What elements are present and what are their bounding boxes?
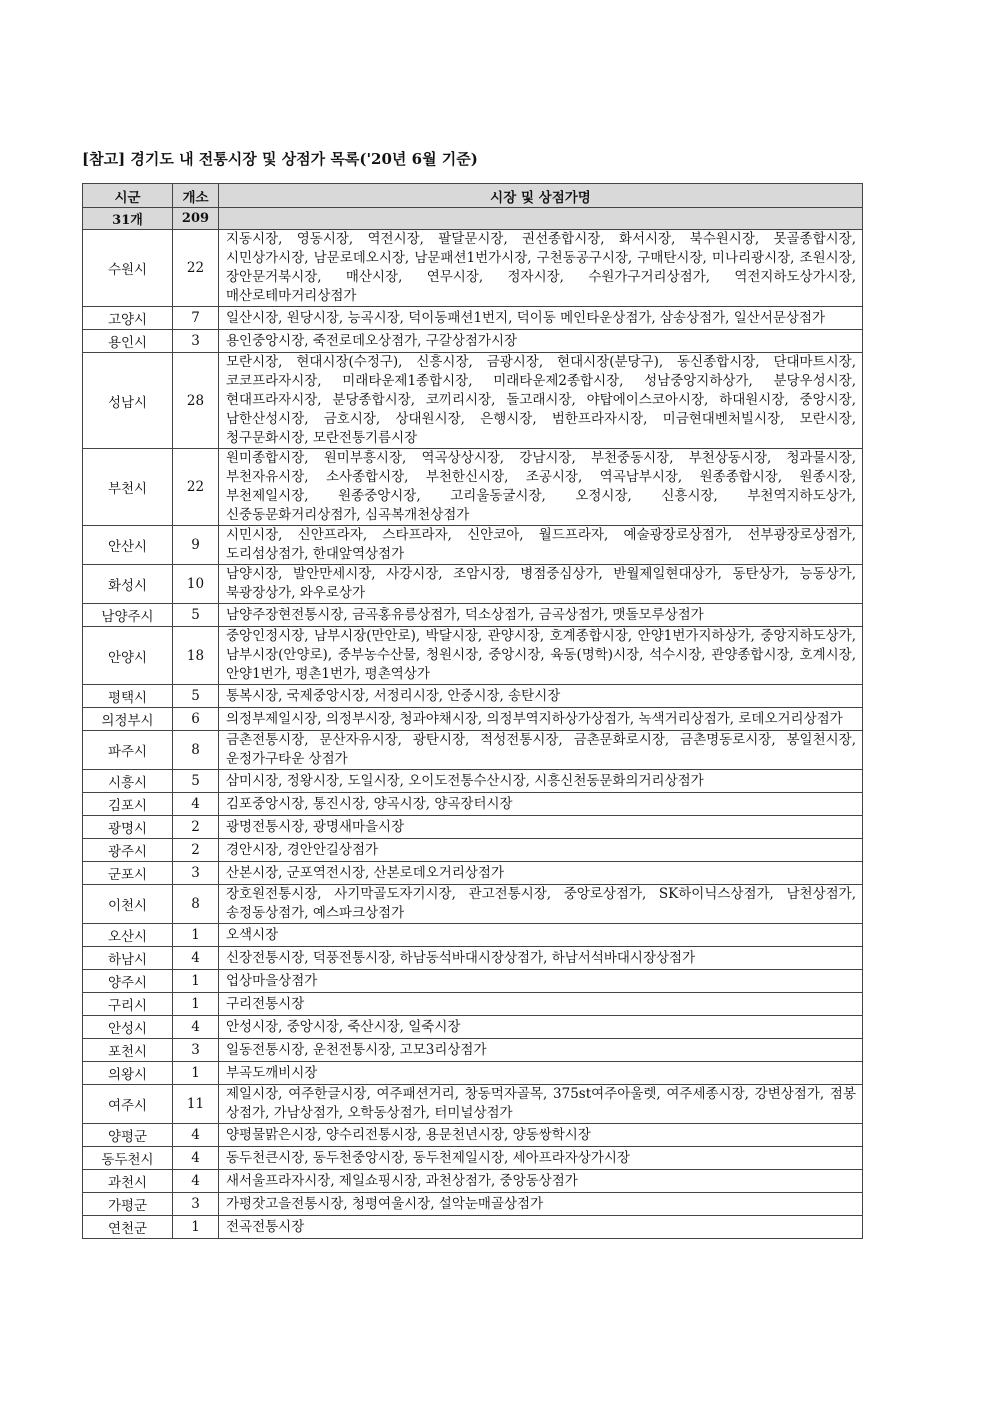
- row-count: 1: [173, 924, 219, 947]
- table-row: [83, 627, 863, 685]
- table-row: [83, 970, 863, 993]
- row-city: 의정부시: [83, 708, 173, 731]
- row-count: 1: [173, 970, 219, 993]
- row-count: 8: [173, 885, 219, 924]
- row-city: 안성시: [83, 1016, 173, 1039]
- row-markets: 신장전통시장, 덕풍전통시장, 하남동석바대시장상점가, 하남서석바대시장상점가: [219, 947, 863, 970]
- row-city: 연천군: [83, 1216, 173, 1239]
- row-city: 평택시: [83, 685, 173, 708]
- row-count: 5: [173, 770, 219, 793]
- row-city: 구리시: [83, 993, 173, 1016]
- row-markets: 통복시장, 국제중앙시장, 서정리시장, 안중시장, 송탄시장: [219, 685, 863, 708]
- row-city: 부천시: [83, 449, 173, 526]
- table-row: [83, 330, 863, 353]
- row-city: 광주시: [83, 839, 173, 862]
- row-count: 22: [173, 449, 219, 526]
- row-city: 남양주시: [83, 604, 173, 627]
- row-city: 군포시: [83, 862, 173, 885]
- row-city: 용인시: [83, 330, 173, 353]
- table-row: [83, 1016, 863, 1039]
- row-markets: 김포중앙시장, 통진시장, 양곡시장, 양곡장터시장: [219, 793, 863, 816]
- row-markets: 양평물맑은시장, 양수리전통시장, 용문천년시장, 양동쌍학시장: [219, 1124, 863, 1147]
- row-count: 8: [173, 731, 219, 770]
- row-count: 2: [173, 839, 219, 862]
- row-markets: 전곡전통시장: [219, 1216, 863, 1239]
- table-row: [83, 947, 863, 970]
- row-city: 파주시: [83, 731, 173, 770]
- row-count: 7: [173, 307, 219, 330]
- row-markets: 안성시장, 중앙시장, 죽산시장, 일죽시장: [219, 1016, 863, 1039]
- row-city: 화성시: [83, 565, 173, 604]
- row-markets: 동두천큰시장, 동두천중앙시장, 동두천제일시장, 세아프라자상가시장: [219, 1147, 863, 1170]
- table-row: [83, 924, 863, 947]
- total-markets: [219, 208, 863, 230]
- table-header-row: [83, 184, 863, 208]
- table-row: [83, 862, 863, 885]
- table-row: [83, 1216, 863, 1239]
- header-city: 시군: [83, 184, 173, 208]
- row-markets: 중앙인정시장, 남부시장(만안로), 박달시장, 관양시장, 호계종합시장, 안양1번가지하상가, 중앙지하도상가, 남부시장(안양로), 중부농수산물, 청원시장, 중앙시장, 육동(명학)시장, 석수시장, 관양종합시장, 호계시장, 안양1번가, 평촌1번가, 평촌역상가: [219, 627, 863, 685]
- row-markets: 광명전통시장, 광명새마을시장: [219, 816, 863, 839]
- table-row: [83, 449, 863, 526]
- table-row: [83, 885, 863, 924]
- row-count: 4: [173, 947, 219, 970]
- row-count: 22: [173, 230, 219, 307]
- row-count: 11: [173, 1085, 219, 1124]
- row-city: 광명시: [83, 816, 173, 839]
- table-row: [83, 793, 863, 816]
- row-city: 의왕시: [83, 1062, 173, 1085]
- row-count: 2: [173, 816, 219, 839]
- row-city: 이천시: [83, 885, 173, 924]
- table-row: [83, 1124, 863, 1147]
- row-markets: 남양주장현전통시장, 금곡홍유릉상점가, 덕소상점가, 금곡상점가, 맷돌모루상점가: [219, 604, 863, 627]
- row-markets: 모란시장, 현대시장(수정구), 신흥시장, 금광시장, 현대시장(분당구), 동신종합시장, 단대마트시장, 코코프라자시장, 미래타운제1종합시장, 미래타운제2종합시장, 성남중앙지하상가, 분당우성시장, 현대프라자시장, 분당종합시장, 코끼리시장, 돌고래시장, 야탑에이스코아시장, 하대원시장, 중앙시장, 남한산성시장, 금호시장, 상대원시장, 은행시장, 범한프라자시장, 미금현대벤처빌시장, 모란시장, 청구문화시장, 모란전통기름시장: [219, 353, 863, 449]
- row-count: 1: [173, 1062, 219, 1085]
- table-row: [83, 1147, 863, 1170]
- row-city: 수원시: [83, 230, 173, 307]
- row-count: 4: [173, 1147, 219, 1170]
- total-city: 31개: [83, 208, 173, 230]
- table-row: [83, 1085, 863, 1124]
- row-markets: 금촌전통시장, 문산자유시장, 광탄시장, 적성전통시장, 금촌문화로시장, 금촌명동로시장, 봉일천시장, 운정가구타운 상점가: [219, 731, 863, 770]
- total-count: 209: [173, 208, 219, 230]
- table-row: [83, 1039, 863, 1062]
- row-count: 18: [173, 627, 219, 685]
- row-city: 성남시: [83, 353, 173, 449]
- row-markets: 용인중앙시장, 죽전로데오상점가, 구갈상점가시장: [219, 330, 863, 353]
- row-count: 4: [173, 793, 219, 816]
- row-city: 김포시: [83, 793, 173, 816]
- table-row: [83, 230, 863, 307]
- table-row: [83, 993, 863, 1016]
- table-row: [83, 1170, 863, 1193]
- row-markets: 장호원전통시장, 사기막골도자기시장, 관고전통시장, 중앙로상점가, SK하이닉스상점가, 남천상점가, 송정동상점가, 예스파크상점가: [219, 885, 863, 924]
- row-count: 10: [173, 565, 219, 604]
- table-row: [83, 526, 863, 565]
- row-count: 3: [173, 862, 219, 885]
- row-markets: 시민시장, 신안프라자, 스타프라자, 신안코아, 월드프라자, 예술광장로상점가, 선부광장로상점가, 도리섬상점가, 한대앞역상점가: [219, 526, 863, 565]
- row-city: 하남시: [83, 947, 173, 970]
- row-city: 과천시: [83, 1170, 173, 1193]
- row-count: 9: [173, 526, 219, 565]
- row-count: 6: [173, 708, 219, 731]
- row-city: 오산시: [83, 924, 173, 947]
- row-markets: 업상마을상점가: [219, 970, 863, 993]
- table-row: [83, 685, 863, 708]
- row-city: 동두천시: [83, 1147, 173, 1170]
- row-markets: 일동전통시장, 운천전통시장, 고모3리상점가: [219, 1039, 863, 1062]
- row-markets: 산본시장, 군포역전시장, 산본로데오거리상점가: [219, 862, 863, 885]
- row-city: 여주시: [83, 1085, 173, 1124]
- row-count: 28: [173, 353, 219, 449]
- row-markets: 오색시장: [219, 924, 863, 947]
- row-markets: 제일시장, 여주한글시장, 여주패션거리, 창동먹자골목, 375st여주아울렛, 여주세종시장, 강변상점가, 점봉 상점가, 가남상점가, 오학동상점가, 터미널상점가: [219, 1085, 863, 1124]
- table-row: [83, 770, 863, 793]
- table-row: [83, 353, 863, 449]
- row-count: 3: [173, 330, 219, 353]
- row-count: 4: [173, 1016, 219, 1039]
- row-count: 4: [173, 1124, 219, 1147]
- row-markets: 가평잣고을전통시장, 청평여울시장, 설악눈매골상점가: [219, 1193, 863, 1216]
- row-markets: 의정부제일시장, 의정부시장, 청과야채시장, 의정부역지하상가상점가, 녹색거리상점가, 로데오거리상점가: [219, 708, 863, 731]
- row-city: 고양시: [83, 307, 173, 330]
- row-markets: 남양시장, 발안만세시장, 사강시장, 조암시장, 병점중심상가, 반월제일현대상가, 동탄상가, 능동상가, 북광장상가, 와우로상가: [219, 565, 863, 604]
- table-row: [83, 731, 863, 770]
- row-markets: 일산시장, 원당시장, 능곡시장, 덕이동패션1번지, 덕이동 메인타운상점가, 삼송상점가, 일산서문상점가: [219, 307, 863, 330]
- row-city: 안양시: [83, 627, 173, 685]
- row-markets: 경안시장, 경안안길상점가: [219, 839, 863, 862]
- table-row: [83, 1193, 863, 1216]
- row-markets: 새서울프라자시장, 제일쇼핑시장, 과천상점가, 중앙동상점가: [219, 1170, 863, 1193]
- row-count: 5: [173, 604, 219, 627]
- document-title: [참고] 경기도 내 전통시장 및 상점가 목록('20년 6월 기준): [82, 150, 478, 168]
- row-count: 4: [173, 1170, 219, 1193]
- row-city: 포천시: [83, 1039, 173, 1062]
- table-row: [83, 565, 863, 604]
- row-count: 5: [173, 685, 219, 708]
- row-markets: 지동시장, 영동시장, 역전시장, 팔달문시장, 권선종합시장, 화서시장, 북수원시장, 못골종합시장, 시민상가시장, 남문로데오시장, 남문패션1번가시장, 구천동공구시장, 구매탄시장, 미나리광시장, 조원시장, 장안문거북시장, 매산시장, 연무시장, 정자시장, 수원가구거리상점가, 역전지하도상가시장, 매산로테마거리상점가: [219, 230, 863, 307]
- row-markets: 부곡도깨비시장: [219, 1062, 863, 1085]
- row-city: 안산시: [83, 526, 173, 565]
- header-count: 개소: [173, 184, 219, 208]
- row-count: 1: [173, 1216, 219, 1239]
- table-row: [83, 839, 863, 862]
- row-markets: 삼미시장, 정왕시장, 도일시장, 오이도전통수산시장, 시흥신천동문화의거리상점가: [219, 770, 863, 793]
- row-markets: 원미종합시장, 원미부흥시장, 역곡상상시장, 강남시장, 부천중동시장, 부천상동시장, 청과물시장, 부천자유시장, 소사종합시장, 부천한신시장, 조공시장, 역곡남부시장, 원종종합시장, 원종시장, 부천제일시장, 원종중앙시장, 고리울동굴시장, 오정시장, 신흥시장, 부천역지하도상가, 신중동문화거리상점가, 심곡복개천상점가: [219, 449, 863, 526]
- row-city: 시흥시: [83, 770, 173, 793]
- row-count: 3: [173, 1039, 219, 1062]
- header-markets: 시장 및 상점가명: [219, 184, 863, 208]
- table-row: [83, 604, 863, 627]
- total-row: [83, 208, 863, 230]
- row-city: 양주시: [83, 970, 173, 993]
- row-city: 양평군: [83, 1124, 173, 1147]
- table-row: [83, 1062, 863, 1085]
- row-count: 1: [173, 993, 219, 1016]
- market-list-table: [82, 183, 863, 1239]
- table-row: [83, 708, 863, 731]
- table-row: [83, 816, 863, 839]
- table-row: [83, 307, 863, 330]
- row-count: 3: [173, 1193, 219, 1216]
- row-city: 가평군: [83, 1193, 173, 1216]
- row-markets: 구리전통시장: [219, 993, 863, 1016]
